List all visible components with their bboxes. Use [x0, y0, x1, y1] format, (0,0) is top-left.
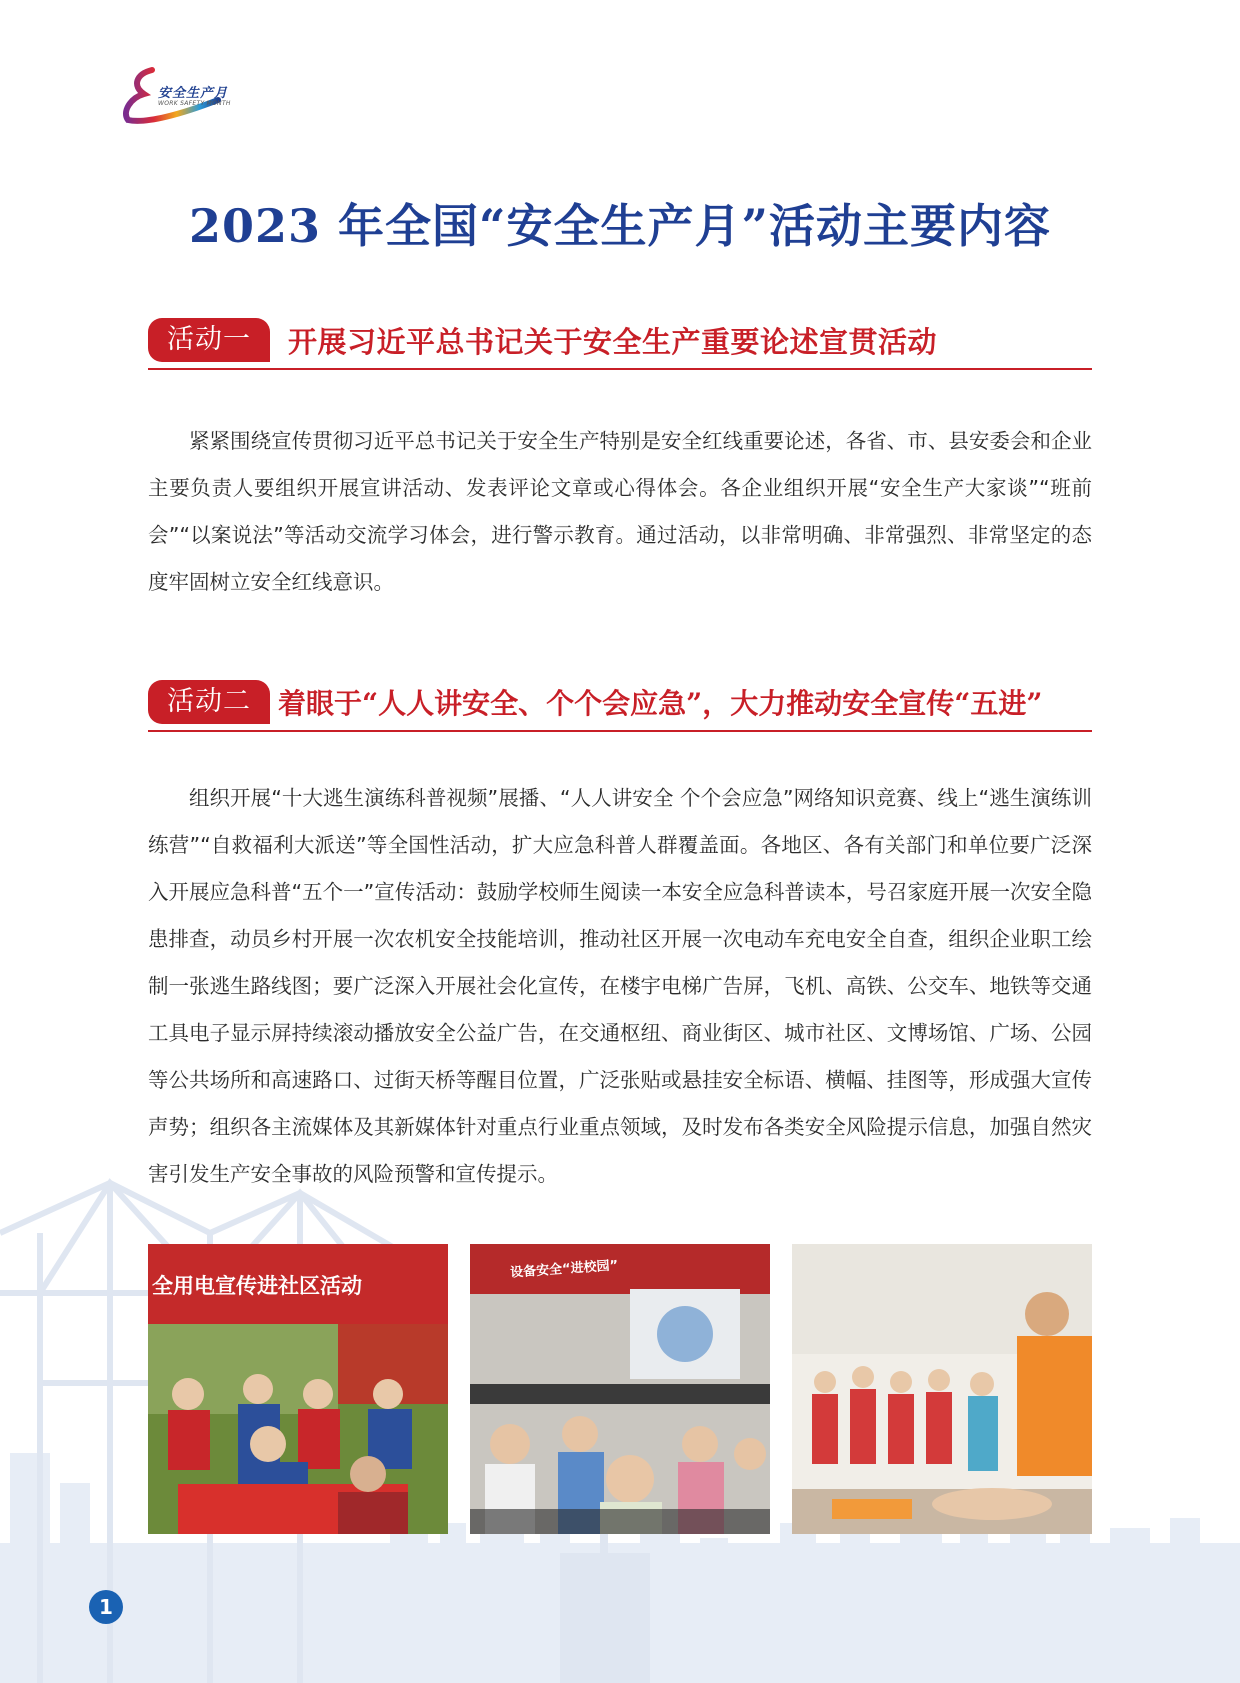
photo-1-banner: 全用电宣传进社区活动 [152, 1274, 362, 1298]
section-1-badge: 活动一 [148, 318, 270, 362]
section-1-header [148, 318, 1092, 370]
logo-subtext: WORK SAFETY MONTH [158, 100, 231, 107]
safety-month-logo [122, 64, 242, 130]
section-1-body: 紧紧围绕宣传贯彻习近平总书记关于安全生产特别是安全红线重要论述，各省、市、县安委会和企业主要负责人要组织开展宣讲活动、发表评论文章或心得体会。各企业组织开展“安全生产大家谈”“班前会”“以案说法”等活动交流学习体会，进行警示教育。通过活动，以非常明确、非常强烈、非常坚定的态度牢固树立安全红线意识。 [148, 429, 1092, 594]
section-2-header [148, 680, 1092, 732]
photo-community-event [148, 1244, 448, 1534]
photo-school-event [470, 1244, 770, 1534]
logo-text: 安全生产月 [158, 86, 229, 101]
section-2-heading: 着眼于“人人讲安全、个个会应急”，大力推动安全宣传“五进” [278, 687, 1043, 720]
page-number: 1 [89, 1590, 123, 1624]
section-1-heading: 开展习近平总书记关于安全生产重要论述宣贯活动 [288, 325, 938, 359]
section-2-body: 组织开展“十大逃生演练科普视频”展播、“人人讲安全 个个会应急”网络知识竞赛、线上“逃生演练训练营”“自救福利大派送”等全国性活动，扩大应急科普人群覆盖面。各地区、各有关部门和单位要广泛深入开展应急科普“五个一”宣传活动：鼓励学校师生阅读一本安全应急科普读本，号召家庭开展一次安全隐患排查，动员乡村开展一次农机安全技能培训，推动社区开展一次电动车充电安全自查，组织企业职工绘制一张逃生路线图；要广泛深入开展社会化宣传，在楼宇电梯广告屏，飞机、高铁、公交车、地铁等交通工具电子显示屏持续滚动播放安全公益广告，在交通枢纽、商业街区、城市社区、文博场馆、广场、公园等公共场所和高速路口、过街天桥等醒目位置，广泛张贴或悬挂安全标语、横幅、挂图等，形成强大宣传声势；组织各主流媒体及其新媒体针对重点行业重点领域，及时发布各类安全风险提示信息，加强自然灾害引发生产安全事故的风险预警和宣传提示。 [148, 786, 1092, 1186]
page-title: 2023 年全国“安全生产月”活动主要内容 [189, 199, 1051, 253]
photo-cpr-training [792, 1244, 1092, 1534]
photo-2-banner: 设备安全“进校园” [509, 1258, 619, 1281]
section-2-badge: 活动二 [148, 680, 270, 724]
